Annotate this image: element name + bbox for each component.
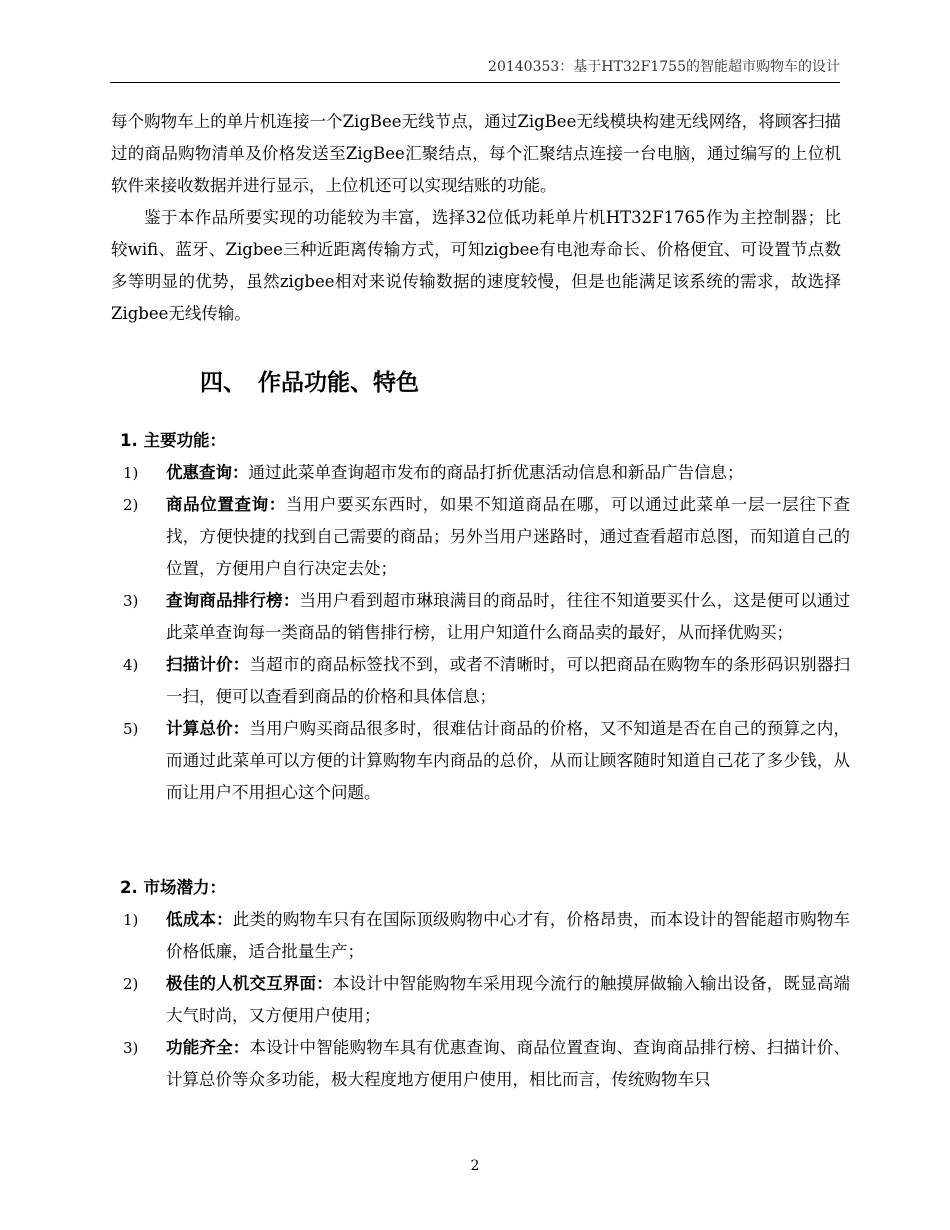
item-marker: 4) — [123, 656, 139, 674]
item-marker: 3) — [123, 592, 139, 610]
list-item — [120, 457, 850, 489]
item-term: 查询商品排行榜： — [166, 591, 300, 610]
item-text: 此类的购物车只有在国际顶级购物中心才有，价格昂贵，而本设计的智能超市购物车价格低廉，适合批量生产； — [166, 910, 850, 961]
list-item — [120, 649, 850, 713]
header-divider — [110, 82, 840, 83]
item-text: 当用户购买商品很多时，很难估计商品的价格，又不知道是否在自己的预算之内，而通过此菜单可以方便的计算购物车内商品的总价，从而让顾客随时知道自己花了多少钱，从而让用户不用担心这个问题。 — [166, 719, 850, 802]
intro-paragraph-2: 鉴于本作品所要实现的功能较为丰富，选择32位低功耗单片机HT32F1765作为主控制器；比较wifi、蓝牙、Zigbee三种近距离传输方式，可知zigbee有电池寿命长、价格便宜、可设置节点数多等明显的优势，虽然zigbee相对来说传输数据的速度较慢，但是也能满足该系统的需求，故选择Zigbee无线传输。 — [111, 208, 841, 323]
market-heading: 2. 市场潜力： — [120, 878, 226, 897]
functions-heading: 1. 主要功能： — [120, 431, 226, 450]
item-text: 本设计中智能购物车具有优惠查询、商品位置查询、查询商品排行榜、扫描计价、计算总价等众多功能，极大程度地方便用户使用，相比而言，传统购物车只 — [166, 1038, 850, 1089]
list-item — [120, 968, 850, 1032]
section-title: 作品功能、特色 — [258, 370, 419, 396]
item-text: 本设计中智能购物车采用现今流行的触摸屏做输入输出设备，既显高端大气时尚，又方便用户使用； — [166, 974, 850, 1025]
item-term: 商品位置查询： — [166, 495, 286, 514]
market-list — [120, 904, 850, 1096]
list-item — [120, 713, 850, 809]
functions-list — [120, 457, 850, 809]
item-marker: 2) — [123, 496, 139, 514]
item-marker: 3) — [123, 1039, 139, 1057]
list-item — [120, 1032, 850, 1096]
item-term: 功能齐全： — [166, 1038, 250, 1057]
item-text: 当超市的商品标签找不到，或者不清晰时，可以把商品在购物车的条形码识别器扫一扫，便可以查看到商品的价格和具体信息； — [166, 655, 850, 706]
item-marker: 2) — [123, 975, 139, 993]
section-heading — [200, 363, 419, 403]
item-text: 通过此菜单查询超市发布的商品打折优惠活动信息和新品广告信息； — [248, 463, 744, 482]
item-text: 当用户看到超市琳琅满目的商品时，往往不知道要买什么，这是便可以通过此菜单查询每一类商品的销售排行榜，让用户知道什么商品卖的最好，从而择优购买； — [166, 591, 850, 642]
section-number: 四、 — [200, 370, 246, 396]
intro-paragraph-1: 每个购物车上的单片机连接一个ZigBee无线节点，通过ZigBee无线模块构建无线网络，将顾客扫描过的商品购物清单及价格发送至ZigBee汇聚结点，每个汇聚结点连接一台电脑，通过编写的上位机软件来接收数据并进行显示，上位机还可以实现结账的功能。 — [111, 112, 841, 195]
page-number: 2 — [470, 1158, 480, 1174]
item-marker: 5) — [123, 720, 139, 738]
item-marker: 1) — [123, 464, 139, 482]
item-marker: 1) — [123, 911, 139, 929]
intro-text — [111, 106, 841, 330]
list-item — [120, 585, 850, 649]
list-item — [120, 489, 850, 585]
item-term: 扫描计价： — [166, 655, 250, 674]
item-term: 极佳的人机交互界面： — [166, 974, 333, 993]
item-term: 计算总价： — [166, 719, 250, 738]
item-term: 低成本： — [166, 910, 233, 929]
running-header: 20140353：基于HT32F1755的智能超市购物车的设计 — [488, 59, 840, 75]
item-text: 当用户要买东西时，如果不知道商品在哪，可以通过此菜单一层一层往下查找，方便快捷的找到自己需要的商品；另外当用户迷路时，通过查看超市总图，而知道自己的位置，方便用户自行决定去处； — [166, 495, 851, 578]
item-term: 优惠查询： — [166, 463, 249, 482]
list-item — [120, 904, 850, 968]
